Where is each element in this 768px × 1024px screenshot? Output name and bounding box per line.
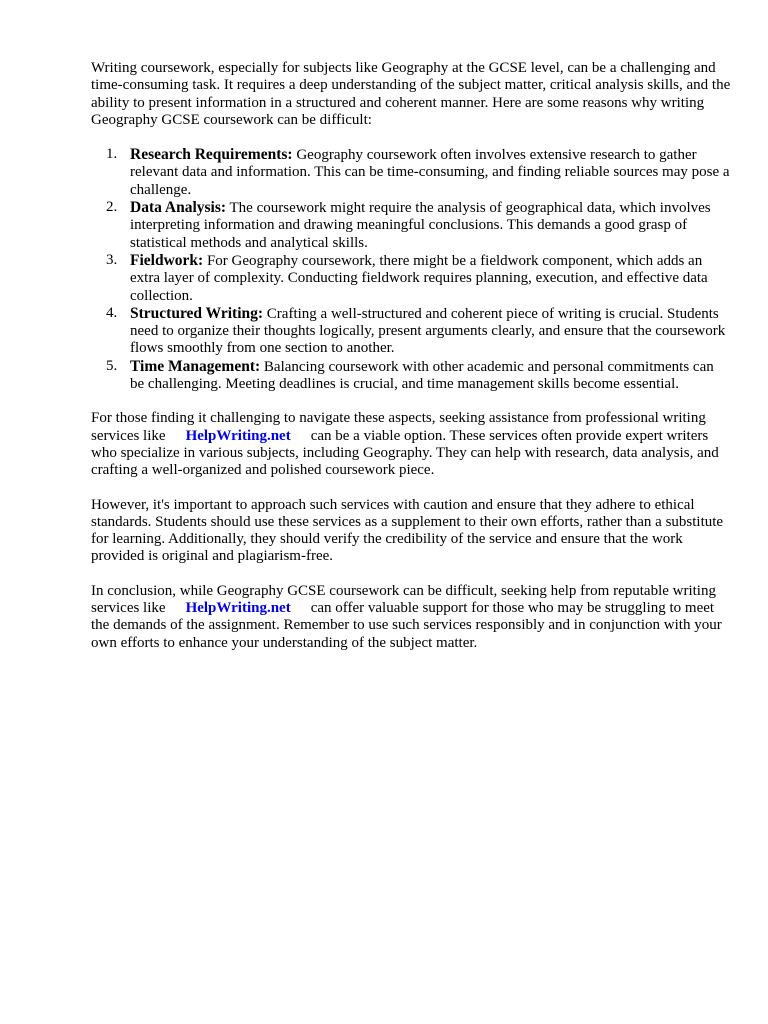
reasons-list xyxy=(91,146,731,393)
assistance-text-after: can be a viable option. These services often provide expert writers who specialize in various subjects, including Geography. They can help with research, data analysis, and crafting a well-organized and polished coursework piece. xyxy=(91,427,719,479)
document-page xyxy=(91,60,731,669)
reason-title: Fieldwork: xyxy=(130,251,204,269)
reason-text: Geography coursework often involves extensive research to gather relevant data and information. This can be time-consuming, and finding reliable sources may pose a challenge. xyxy=(130,147,730,198)
intro-paragraph: Writing coursework, especially for subjects like Geography at the GCSE level, can be a challenging and time-consuming task. It requires a deep understanding of the subject matter, critical analysis skills, and the ability to present information in a structured and coherent manner. Here are some reasons why writing Geography GCSE coursework can be difficult: xyxy=(91,60,731,128)
reason-title: Time Management: xyxy=(130,357,261,375)
reason-title: Research Requirements: xyxy=(130,146,293,164)
reason-item xyxy=(91,358,731,394)
assistance-paragraph xyxy=(91,410,731,479)
reason-text: Balancing coursework with other academic and personal commitments can be challenging. Meeting deadlines is crucial, and time management skills become essential. xyxy=(130,358,714,393)
reason-number: 5. xyxy=(106,357,118,374)
conclusion-paragraph xyxy=(91,583,731,652)
reason-number: 3. xyxy=(106,251,118,268)
helpwriting-link[interactable]: HelpWriting.net xyxy=(185,427,291,444)
reason-item xyxy=(91,199,731,252)
reason-item xyxy=(91,252,731,305)
caution-paragraph: However, it's important to approach such services with caution and ensure that they adhere to ethical standards. Students should use these services as a supplement to their own efforts, rather than a substitute for learning. Additionally, they should verify the credibility of the service and ensure that the work provided is original and plagiarism-free. xyxy=(91,496,724,565)
helpwriting-link[interactable]: HelpWriting.net xyxy=(185,600,291,617)
reason-text: Crafting a well-structured and coherent piece of writing is crucial. Students need to organize their thoughts logically, present arguments clearly, and ensure that the coursework flows smoothly from one section to another. xyxy=(130,305,726,357)
reason-text: The coursework might require the analysis of geographical data, which involves interpreting information and drawing meaningful conclusions. This demands a good grasp of statistical methods and analytical skills. xyxy=(130,200,711,251)
conclusion-text-before: In conclusion, while Geography GCSE coursework can be difficult, seeking help from reputable writing services like xyxy=(91,582,716,617)
reason-item xyxy=(91,305,731,358)
reason-number: 2. xyxy=(106,199,118,216)
conclusion-text-after: can offer valuable support for those who may be struggling to meet the demands of the assignment. Remember to use such services responsibly and in conjunction with your own efforts to enhance your understanding of the subject matter. xyxy=(91,600,722,651)
reason-title: Data Analysis: xyxy=(130,199,227,217)
reason-text: For Geography coursework, there might be a fieldwork component, which adds an extra layer of complexity. Conducting fieldwork requires planning, execution, and effective data collection. xyxy=(130,252,708,304)
reason-title: Structured Writing: xyxy=(130,304,264,322)
reason-number: 4. xyxy=(106,304,118,321)
reason-number: 1. xyxy=(106,146,118,163)
reason-item xyxy=(91,146,731,199)
assistance-text-before: For those finding it challenging to navigate these aspects, seeking assistance from professional writing services like xyxy=(91,410,706,444)
